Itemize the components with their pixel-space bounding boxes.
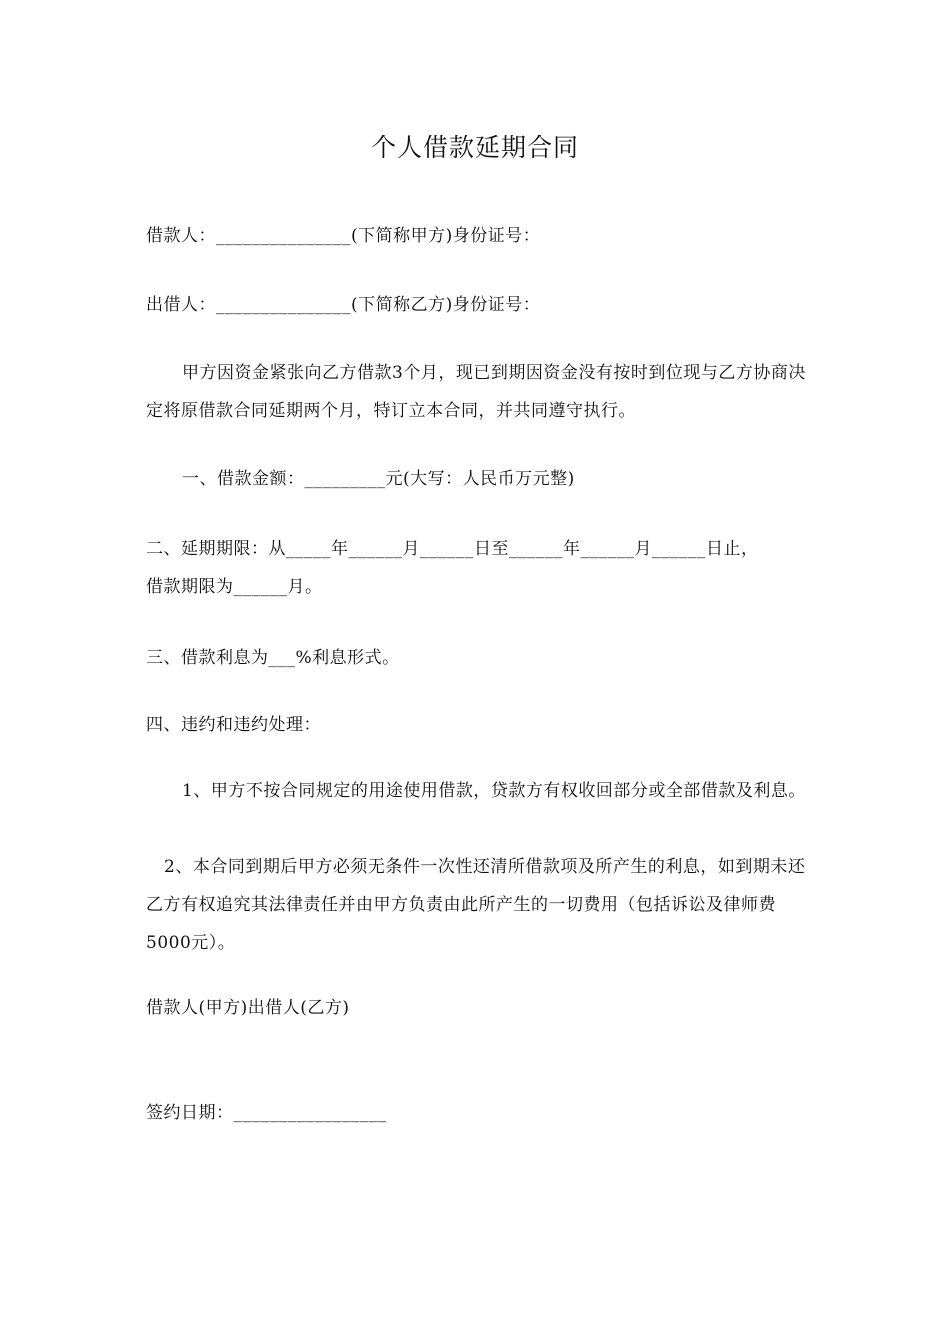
clause-extension-term-line1: 二、延期期限：从_____年______月______日至______年______月______日止， xyxy=(146,539,759,559)
signature-line: 借款人(甲方)出借人(乙方) xyxy=(146,998,350,1018)
clause-breach-title: 四、违约和违约处理： xyxy=(146,715,321,735)
clause-extension-term-line2: 借款期限为______月。 xyxy=(146,577,323,597)
clause-loan-amount: 一、借款金额：_________元(大写：人民币万元整) xyxy=(182,469,575,489)
sign-date-line: 签约日期：_________________ xyxy=(146,1103,387,1123)
lender-line: 出借人：_______________(下简称乙方)身份证号： xyxy=(146,295,541,315)
clause-breach-item-1: 1、甲方不按合同规定的用途使用借款，贷款方有权收回部分或全部借款及利息。 xyxy=(182,781,806,801)
borrower-line: 借款人：_______________(下简称甲方)身份证号： xyxy=(146,226,541,246)
page-title: 个人借款延期合同 xyxy=(370,133,579,162)
clause-interest: 三、借款利息为___%利息形式。 xyxy=(146,648,400,668)
intro-paragraph: 甲方因资金紧张向乙方借款3个月，现已到期因资金没有按时到位现与乙方协商决定将原借款合同延期两个月，特订立本合同，并共同遵守执行。 xyxy=(146,363,806,421)
clause-breach-item-2: 2、本合同到期后甲方必须无条件一次性还清所借款项及所产生的利息，如到期未还乙方有权追究其法律责任并由甲方负责由此所产生的一切费用（包括诉讼及律师费5000元）。 xyxy=(146,857,806,953)
